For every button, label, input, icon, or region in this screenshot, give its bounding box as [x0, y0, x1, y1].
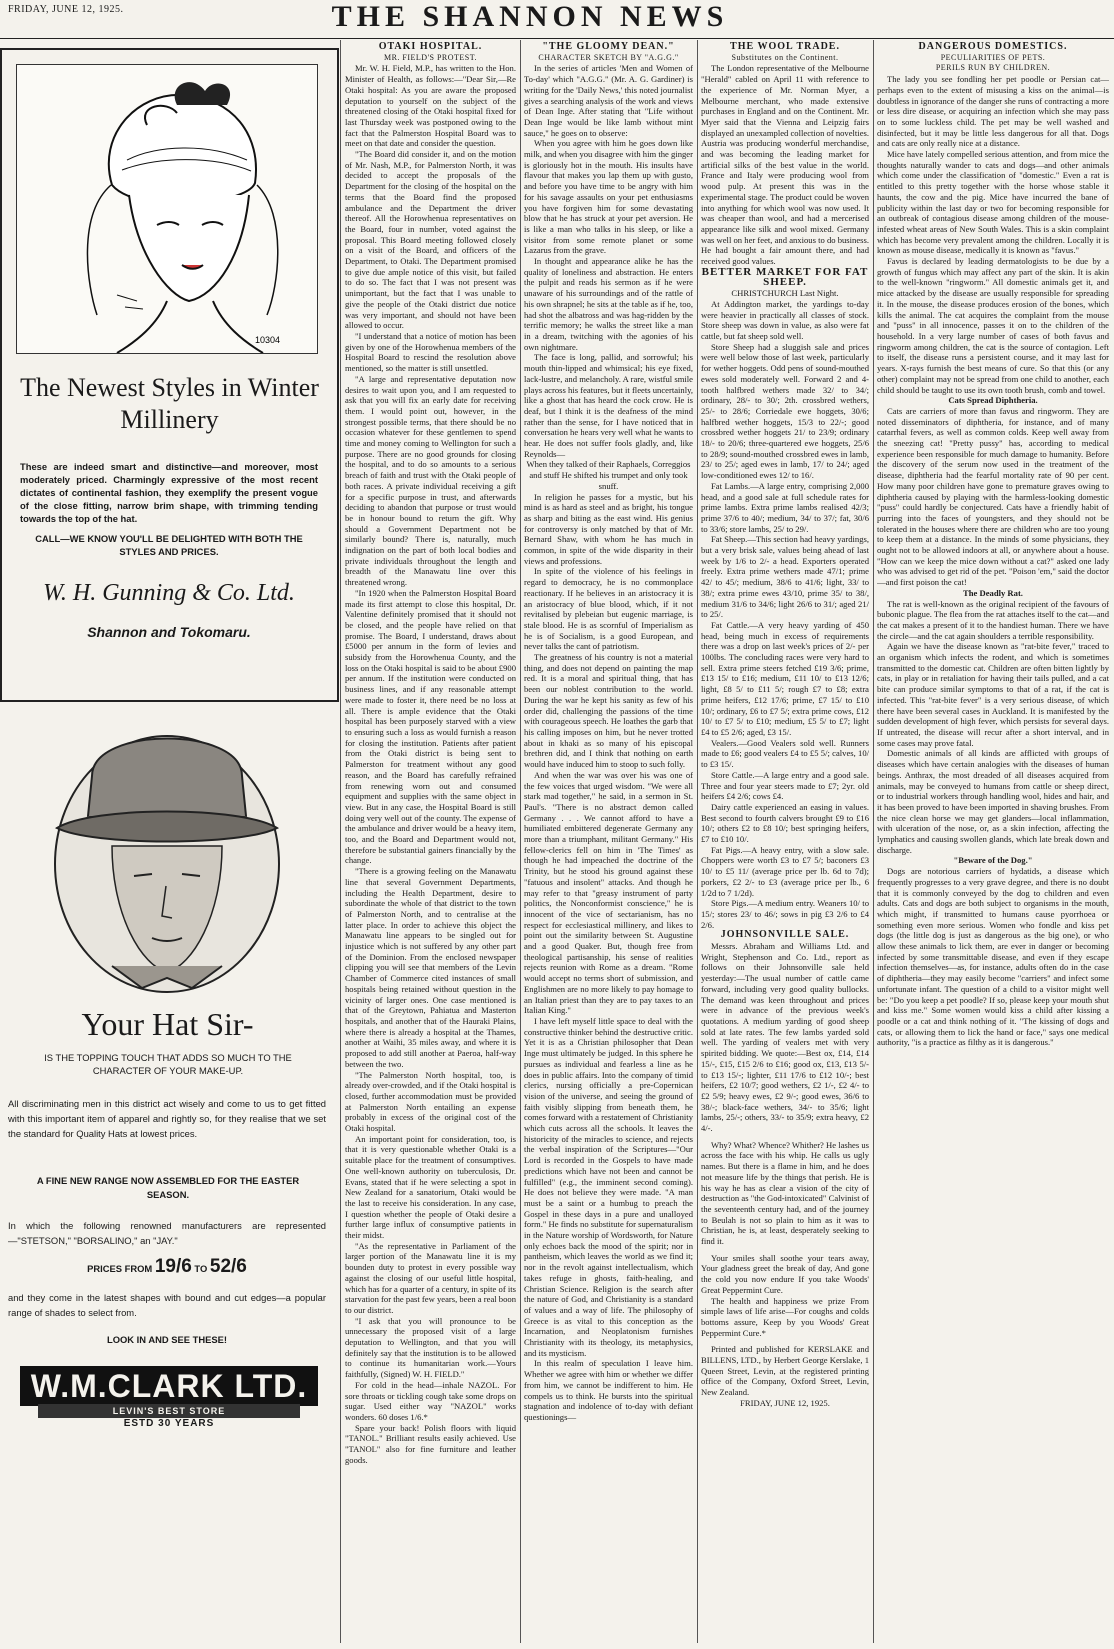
paragraph: At Addington market, the yardings to-day were heavier in practically all classes of stock. Store sheep was down in value, as also were fat cattle, but fat sheep sold well.	[701, 298, 869, 341]
millinery-heading: The Newest Styles in Winter Millinery	[20, 373, 319, 434]
paragraph: "The Board did consider it, and on the motion of Mr. Nash, M.P., for Palmerston North, it was decided to accept the proposals of the Department for the closing of the hospital on the terms that the Board find the proposed ambulance and the Department the driver thereof. All the Horowhenua representatives on the Board, four in number, voted against the proposal. This Board meeting followed closely on a visit of the Board, and officers of the Department, to Otaki. The Department promised to give due ample notice of this visit, but failed to do so. The fact that I was not present was unimportant, but the fact that I was unable to give the people of the Otaki district due notice was very important, and should not have been allowed to occur.	[345, 149, 516, 331]
millinery-illustration	[16, 64, 318, 354]
paragraph: The rat is well-known as the original recipient of the favours of bubonic plague. The flea from the rat attaches itself to the cat—and the cat makes a present of it to the handiest human. There we have the circle—and the cat again shoulders a terrible responsibility.	[877, 598, 1109, 641]
headline: "THE GLOOMY DEAN."	[542, 42, 675, 52]
headline: OTAKI HOSPITAL.	[378, 42, 483, 52]
paragraph: Dairy cattle experienced an easing in values. Best second to fourth calvers brought £9 to £16 10/; others £2 to £8 10/; best springing heifers, £7 to £10 10/.	[701, 801, 869, 845]
prices-label: PRICES FROM	[87, 1263, 153, 1274]
peppermint-cure-advert: Your smiles shall soothe your tears away, Your gladness greet the break of day, And gone the cold you now endure If you take Woods' Great Peppermint Cure.	[701, 1252, 869, 1295]
price-low: 19/6	[154, 1256, 192, 1277]
paragraph: "In 1920 when the Palmerston Hospital Board made its first attempt to close this hospital, Dr. Valentine definitely promised that it should not be closed, and the people have relied on that promise. The Board, I understand, draws about £5000 per annum in the form of levies and subsidy from the Horowhenua County, and the loss on the Otaki hospital is said to be about £900 per annum. If the institution were conducted on business lines, and if any reasonable attempt were made to foster it, there need be no loss at all. There is ample evidence that the Otaki hospital has been purposely starved with a view to ensuring such a loss as would furnish a reason for closing the institution. Patients after patient from the Otaki district is being sent to Palmerston for treatment without any good reason, and the Board has carefully refrained from renewing worn out and consumed equipment and supplies with the same object in view. But in any case, the Hospital Board is still doing very well out of the county. The expense of the ambulance and driver would be a heavy item, too, and the Board and Department would not, therefore be substantial gainers financially by the change.	[345, 587, 516, 866]
paragraph: In thought and appearance alike he has the quality of loneliness and abstraction. He enters the pulpit and reads his sermon as if he were unaware of his surroundings and of the rattle of his own shrapnel; he sits at the table as if he, too, had shot the albatross and was hag-ridden by the terrific memory; he walks the street like a man in a dream, twitching with the agonies of his own nightmare.	[524, 256, 693, 352]
paragraph: Fat Cattle.—A very heavy yarding of 450 head, being much in excess of requirements there was a drop on last week's prices of 2/- per 100lbs. The concluding races were very hard to sell. Extra prime steers fetched £19 3/6; prime, £13 15/ to £16; medium, £11 10/ to £13 12/6; light, £8 5/ to £11 5/; rough £7 to £8; extra prime heifers, £12 17/6; prime, £7 15/ to £10 10/; ordinary, £6 to £7 5/; extra prime cows, £12 10/ to £7 5/ to £10; medium, £5 5/ to £7; light £4 to £5 2/6; aged, £3 15/.	[701, 619, 869, 737]
paragraph: Store Cattle.—A large entry and a good sale. Three and four year steers made to £7; 2yr. old heifers £4 2/6; cows £4.	[701, 769, 869, 802]
paragraph: Messrs. Abraham and Williams Ltd. and Wright, Stephenson and Co. Ltd., report as follows on their Johnsonville sale held yesterday:—The usual number of cattle came forward, including very good quality bullocks. The demand was keen throughout and prices were in advance of the previous week's quotations. A medium yarding of good sheep sold at late rates. The few lambs yarded sold well. The yarding of vealers met with very spirited bidding. We quote:—Best ox, £14, £14 15/-, £15, £15 2/6 to £16; good ox, £13, £13 5/- to £13 15/-; lighter, £11 17/6 to £12 10/-; best heifers, £2 10/7; good wethers, £2 1/-, £2 4/- to £2 5/9; heavy ewes, £2 9/-; good ewes, 36/6 to 38/-; black-face wethers, 34/- to 35/6; light lambs, 25/-; others, 33/- to 35/9; extra heavy, £2 4/-.	[701, 941, 869, 1134]
paragraph: "There is a growing feeling on the Manawatu line that several Government Departments, including the Health Department, desire to subordinate the whole of that district to the town of Palmerston North, and to centralise at the latter place. In order to achieve this object the Manawatu line appears to be singled out for injustice which is not suffered by any other part of the Dominion. From the enclosed newspaper clipping you will see that members of the Levin Chamber of Commerce cited instances of small hospitals being retained without question in the vicinity of larger ones. One case mentioned is that of the Greytown, Pahiatua and Masterton hospitals, and another that of the Hauraki Plains, where there is already a hospital at the Thames, another at Waihi, 35 miles away, and where it is proposed to add still another at Paeroa, half-way between the two.	[345, 866, 516, 1069]
paragraph: Again we have the disease known as "rat-bite fever," traced to an organism which infects the rodent, and which is sometimes transmitted to the domestic cat. Children are often bitten lightly by cats, in play or in retaliation for having their tails pulled, and a cat bite can produce similar symptoms to that of a rat, if the cat is infected. This "rat-bite fever" is a very serious disease, of which there have been several cases in Auckland. It is manifested by the sudden development of high fever, which persists for several days. If untreated, the disease will recur after a short interval, and in some cases may prove fatal.	[877, 641, 1109, 748]
logo-name: W.M.CLARK LTD.	[20, 1366, 318, 1406]
paragraph: Favus is declared by leading dermatologists to be due by a growth of fungus which may affect any part of the skin. It is akin to the well-known "ringworm." All domestic animals get it, and mice attacked by the disease are usually responsible for spreading it. In the mouse, the disease produces erosion of the bones, which kills the animal. The cat acquires the complaint from the mouse and "puss" in all innocence, passes it on to the children of the household. In a very large number of cases of both favus and ringworm among children, the cat is the source of contagion. Left to itself, the disease runs a persistent course, and it may last for years. X-rays furnish the best means of cure. So that this (or any other) complaint may not be spread from one child to another, each child should be taught to use its own tooth brush, comb and towel.	[877, 256, 1109, 395]
paragraph: And when the war was over his was one of the few voices that urged wisdom. "We were all stark mad together," he said, in a sermon in St. Paul's. "There is no abstract demon called Germany . . . We cannot afford to have a humiliated embittered degenerate Germany any more than a triumphant, militant Germany." His fellow-clerics fell on him in 'The Times' as though he had impeached the doctrine of the Trinity, but he stood his ground against these "fatuous and insolent" attacks. And though he may refer to that "greasy instrument of party politics, the Nonconformist conscience," he is innocent of the vice of sectarianism, has no respect for ecclesiastical millinery, and likes to point out the similarity between St. Augustine and a good Quaker. But, though free from theological partisanship, his sense of realities rejects reunion with Rome as a dream. "Rome would accept no terms short of submission, and Englishmen are no more likely to pay homage to an Italian priest than they are to pay taxes to an Italian King."	[524, 769, 693, 1016]
hats-tagline: IS THE TOPPING TOUCH THAT ADDS SO MUCH TO THE CHARACTER OF YOUR MAKE-UP.	[44, 1052, 292, 1076]
man-in-hat-illustration	[52, 716, 282, 996]
hats-heading: Your Hat Sir-	[81, 1006, 254, 1042]
verse-quote: When they talked of their Raphaels, Correggios and stuff He shifted his trumpet and only took snuff.	[526, 459, 691, 491]
masthead	[0, 0, 1114, 40]
newspaper-title: THE SHANNON NEWS	[331, 0, 729, 33]
paragraph: Fat Pigs.—A heavy entry, with a slow sale. Choppers were worth £3 to £7 5/; baconers £3 10/ to £5 11/ (average price per lb. 6d to 7d); porkers, £2 2/- to £3 (average price per lb., 6 1/2d to 7 1/2d).	[701, 844, 869, 898]
paragraph: In the series of articles 'Men and Women of To-day' which "A.G.G." (Mr. A. G. Gardiner) is writing for the 'Daily News,' this noted journalist gives a searching analysis of the work and views of Dean Inge. After stating that "Life without Dean Inge would be like lamb without mint sauce," he goes on to observe:	[524, 63, 693, 138]
nazol-advert: For cold in the head—inhale NAZOL. For sore throats or tickling cough take some drops on sugar. Used either way "NAZOL" works wonders. 60 doses 1/6.*	[345, 1379, 516, 1422]
paragraph: I have left myself little space to deal with the constructive thinker behind the destructive critic. Yet it is as a Christian philosopher that Dean Inge must ultimately be judged. In this sphere he pursues as individual and fearless a line as he does in public affairs. Into the company of timid clerics, nursing officially a pre-Copernican vision of the universe, and seeing the ground of faith visibly slipping from beneath them, he comes forward with a restatement of Christianity which cuts across all the schools. It leaves the historicity of the miracles to science, and rejects the verbal inspiration of the Scriptures—"Our Lord is recorded in the Gospels to have made predictions which have not been and cannot be fulfilled" (e.g., the imminent second coming). He does not believe they were made. "A man must be a saint or a humbug to preach the Gospel in these days in a pure and unalloyed form." He finds no substitute for supernaturalism in the Nature worship of Wordsworth, for Nature only echoes back the mood of the spirit; nor in pantheism, which leaves the world as we find it; nor in the revolt against intellectualism, which takes refuge in ghosts, faith-healing, and Christian Science. Religion is the search after the nature of God, and Christianity is a standard of values and a way of life. The philosophy of Greece is as vital to this conception as the Incarnation, and Neoplatonism furnishes Christianity with its theology, its metaphysics, and its mysticism.	[524, 1015, 693, 1358]
column-wool-trade	[701, 42, 869, 1642]
paragraph: An important point for consideration, too, is that it is very questionable whether Otaki is a suitable place for the treatment of consumptives. One well-known authority on tuberculosis, Dr. Evans, stated that if he were selecting a spot in New Zealand for a sanatorium, Otaki would be the last to receive his consideration. In any case, I question whether the people of Otaki desire a further large influx of consumptive patients in their midst.	[345, 1133, 516, 1241]
column-rule	[873, 40, 874, 1643]
price-to: TO	[194, 1263, 208, 1274]
hats-advertisement	[0, 706, 335, 1644]
paragraph: Cats are carriers of more than favus and ringworm. They are noted disseminators of diphtheria, for instance, and of many catarrhal fevers, as well as common colds. Keep well away from the sneezing cat! "Pretty pussy" has, according to medical experience been responsible for much damage to humanity. Before the discovery of the serum now used in the treatment of the disease, diphtheria had the fearful mortality rate of 90 per cent. How many poor children have gone to premature graves owing to diphtheria caused by playing with the harmless-looking domestic "puss" could hardly be conjectured. Cats have a friendly habit of purring into the faces of youngsters, and they should not be tolerated in the houses where there are children who are too young to keep them at a distance. In the minds of some physicians, they ought not to be allowed indoors at all, or anywhere about a house. "How can we keep the mice down without a cat?" asked one lady who was advised to get rid of the pet. "Poison 'em," said the doctor—and first poison the cat!	[877, 405, 1109, 588]
subheadline: PECULIARITIES OF PETS.	[940, 52, 1046, 62]
tanol-advert: Spare your back! Polish floors with liquid "TANOL." Brilliant results easily achieved. Use "TANOL" also for fine furniture and leather goods.	[345, 1422, 516, 1465]
paragraph: In spite of the violence of his feelings in regard to democracy, he is no commonplace reactionary. If he believes in an aristocracy it is an aristocracy of blue blood, which, if it not revitalised by plebeian but eugenic marriage, is stale blood. He is as scornful of Imperialism as he is of Socialism, is a good European, and never talks the cant of patriotism.	[524, 566, 693, 652]
article-dangerous-domestics	[877, 42, 1109, 1642]
logo-band: LEVIN'S BEST STORE	[38, 1404, 300, 1418]
gunning-firm-name: W. H. Gunning & Co. Ltd.	[43, 580, 295, 606]
clark-store-logo	[20, 1366, 318, 1436]
paragraph: Fat Sheep.—This section had heavy yardings, but a very brisk sale, values being ahead of last week by 1/6 to 2/- a head. Exporters operated freely. Extra prime wethers made 47/1; prime 42/ to 45/; medium, 38/6 to 41/6; light, 33/ to 38/; extra prime ewes 43/10, prime 35/ to 38/, medium 31/6 to 34/6; light 26/6 to 31/; aged 21/ to 25/.	[701, 534, 869, 620]
imprint-date: FRIDAY, JUNE 12, 1925.	[740, 1397, 830, 1408]
hats-intro: All discriminating men in this district act wisely and come to us to get fitted with this important item of apparel and rightly so, for they realise that we set the standard for Quality Hats at lowest prices.	[8, 1098, 326, 1139]
imprint: Printed and published for KERSLAKE and BILLENS, LTD., by Herbert George Kerslake, 1 Queen Street, Levin, at the registered printing office of the Company, Oxford Street, Levin, New Zealand.	[701, 1344, 869, 1398]
paragraph: The greatness of his country is not a material thing, and does not depend on painting the map red. It is a moral and spiritual thing, that has been our noblest contribution to the world. During the war he kept his sanity as few of his order did, challenging the passions of the time with courageous speech. He loathes the garb that his calling imposes on him, but he never trotted about in khaki as so many of his episcopal brethren did, and I think that nothing on earth would have induced him to stoop to such folly.	[524, 652, 693, 770]
paragraph: "A large and representative deputation now desires to wait upon you, and I am requested to ask that you will fix an early date for receiving them. I would point out, however, in the strongest possible terms, that there should be no occasion whatever for these gentlemen to spend time and money coming to Wellington for such a purpose. There are no good grounds for closing the hospital, and to do so amounts to a serious breach of faith and trust with the Otaki people of both races. A private individual receiving a gift for a specific purpose in trust, and afterwards deciding to abandon that purpose or trust would be in honour bound to return the gift. Why should a Government Department not be similarly bound? There is, naturally, much indignation on the part of both local bodies and private individuals throughout the length and breadth of the Manawatu line over this threatened wrong.	[345, 373, 516, 588]
subheadline: PERILS RUN BY CHILDREN.	[935, 63, 1051, 73]
paragraph: The lady you see fondling her pet poodle or Persian cat—perhaps even to the extent of misusing a kiss on the animal—is doubtless in ignorance of the danger she runs of contracting a more or less dire disease, or acquiring an infection which she may pass on to some luckless child. The pet may be well washed and disinfected, but it may be little less dangerous for all that. Dogs and cats are only really nice at a distance.	[877, 74, 1109, 149]
column-rule	[697, 40, 698, 1643]
paragraph: Fat Lambs.—A large entry, comprising 2,000 head, and a good sale at full schedule rates for prime lambs. Extra prime lambs realised 42/3; prime 37/6 to 40/; medium, 34/ to 37/; fat, 30/6 to 33/6; store lambs, 25/ to 29/.	[701, 480, 869, 534]
logo-est: ESTD 30 YEARS	[123, 1418, 215, 1429]
section-heading: The Deadly Rat.	[963, 587, 1023, 598]
paragraph: Dogs are notorious carriers of hydatids, a disease which frequently progresses to a very grave degree, and there is no doubt that it is commonly conveyed by the dog to children and even adults. Cats and dogs are both subject to organisms in the mouth, which might, if transmitted to humans cause pyorrhoea or something even more serious. Women who fondle and kiss pet dogs (the little dog is just as dangerous as the big one), or who allow these animals to lick them, are ever in danger or becoming infected by some transmittable disease, and even if they escape infection themselves—as, for instance, adults often do in the case of diphtheria—they may easily become "carriers" and infect some unfortunate infant. The question of a child to a visitor might well be: "Do you keep a pet poodle? If so, please keep your mouth shut and kiss me." Some women would kiss a child after kissing a poodle or a cat and think nothing of it. "The kissing of dogs and cats, or allowing them to lick the hand or face," says one medical authority, "is a practice as filthy as it is dangerous."	[877, 866, 1109, 1048]
paragraph: "I ask that you will pronounce to be unnecessary the proposed visit of a large deputation to Wellington, and that you will definitely say that the institution is to be allowed to continue its humanitarian work.—Yours faithfully, (Signed) W. H. FIELD."	[345, 1315, 516, 1380]
hats-makers: In which the following renowned manufacturers are represented—"STETSON," "BORSALINO," an "JAY."	[8, 1220, 326, 1246]
section-heading: Cats Spread Diphtheria.	[948, 395, 1038, 406]
hats-prices	[8, 1256, 326, 1278]
millinery-call: CALL—WE KNOW YOU'LL BE DELIGHTED WITH BOTH THE STYLES AND PRICES.	[35, 533, 303, 557]
column-rule	[340, 40, 341, 1643]
paragraph: Store Sheep had a sluggish sale and prices were well below those of last week, particularly for wether hoggets. Odd pens of sound-mouthed ewes sold moderately well. Forward 2 and 4-tooth halfbred wethers made 32/ to 34/; ordinary, 28/- to 30/; 2th. crossbred wethers, 25/- to 28/6; Corriedale ewe hoggets, 30/6; halfbred wether hoggets, 15/3 to 22/-; good crossbred wether hoggets 21/ to 23/9; ordinary 18/- to 20/6; three-quartered ewe hoggets, 25/6 to 28/9; sound-mouthed crossbred ewes in lamb, 23/ to 25/; aged ewes in lamb, 17/ to 24/; aged low-conditioned ewes 12/ to 16/.	[701, 341, 869, 481]
headline: THE WOOL TRADE.	[730, 42, 840, 52]
subheadline: Substitutes on the Continent.	[731, 52, 839, 62]
dateline: CHRISTCHURCH Last Night.	[731, 288, 839, 299]
hats-look-in: LOOK IN AND SEE THESE!	[107, 1334, 227, 1345]
peppermint-cure-advert: The health and happiness we prize From simple laws of life arise—For coughs and colds bottoms assure, Keep by you Woods' Great Peppermint Cure.*	[701, 1295, 869, 1338]
article-gloomy-dean	[524, 42, 693, 1642]
headline: DANGEROUS DOMESTICS.	[918, 42, 1068, 52]
subheadline: MR. FIELD'S PROTEST.	[383, 52, 478, 62]
headline-fat-sheep: BETTER MARKET FOR FAT SHEEP.	[701, 265, 869, 289]
masthead-rule	[0, 38, 1114, 39]
paragraph: In this realm of speculation I leave him. Whether we agree with him or whether we differ from him, we cannot be indifferent to him. He compels us to think. He bursts into the spiritual stagnation and indolence of to-day with defiant questionings—	[524, 1358, 693, 1422]
paragraph: Mice have lately compelled serious attention, and from mice the thoughts naturally wander to cats and dogs—and other animals which come under the classification of "domestic." Even a rat is entitled to this pretty together with the horse whose stable it haunts, the cow and the pig. Mice have incurred the bane of publicity within the last day or two for becoming responsible for an outbreak of contagious disease among children of the mouse-infested wheat areas of New South Wales. This is a skin complaint which has become very prevalent among the children. Locally it is known as mouse disease, medically it is known as "favus."	[877, 149, 1109, 256]
paragraph: "The Palmerston North hospital, too, is already over-crowded, and if the Otaki hospital is closed, further accommodation must be provided at Palmerston North entailing an expense probably in excess of the original cost of the Otaki hospital.	[345, 1069, 516, 1134]
column-rule	[520, 40, 521, 1643]
section-heading: "Beware of the Dog."	[953, 855, 1033, 866]
paragraph: When you agree with him he goes down like milk, and when you disagree with him the ginger is gloriously hot in the mouth. His insults have flavour that makes you lap them up with gusto, and before you have time to be angry with him for his savage assaults on your pet enthusiasms you have forgiven him for some devastating blow that he has struck at your pet aversion. He is like a man who talks in his sleep, or like a visitor from some remote planet or some Lazarus from the grave.	[524, 138, 693, 256]
price-high: 52/6	[209, 1256, 247, 1277]
paragraph: "As the representative in Parliament of the larger portion of the Manawatu line it is my bounden duty to protest in every possible way against the closing of our useful little hospital, which has for a quarter of a century, in spite of its starvation for the past few years, been a real boon to our district.	[345, 1240, 516, 1315]
paragraph: Why? What? Whence? Whither? He lashes us across the face with his whip. He calls us ugly names. But there is a flame in him, and he does not measure life by the things that perish. He is his way he has as clear a vision of the city of destruction as "the God-intoxicated" Calvinist of the seventeenth century had, and of the journey to Beulah is not so plain to him as it was to Christian, he is, at least, desperately seeking to find it.	[701, 1139, 869, 1247]
article-otaki-hospital	[345, 42, 516, 1642]
paragraph: Store Pigs.—A medium entry. Weaners 10/ to 15/; stores 23/ to 46/; sows in pig £3 2/6 to £4 2/6.	[701, 898, 869, 930]
cut-number: 10304	[255, 335, 281, 345]
paragraph: Domestic animals of all kinds are afflicted with groups of diseases which have certain analogies with the diseases of human beings. Anthrax, the most dreaded of all diseases acquired from animals, may be conveyed to humans from cattle or sheep direct, or to industrial workers through handling wool, hides and hair, and it has been proved to have been imported in shaving brushes. From the nice clean horse we may get glanders—local inflammation, with ulceration of the nose, or, as a skin infection, affecting the lymphatics and causing swollen glands, which late break down and discharge.	[877, 748, 1109, 855]
paragraph: "I understand that a notice of motion has been given by one of the Horowhenua members of the Hospital Board to rescind the resolution above mentioned, so the matter is still unsettled.	[345, 330, 516, 374]
gunning-towns: Shannon and Tokomaru.	[87, 624, 251, 640]
paragraph: In religion he passes for a mystic, but his mind is as hard as steel and as bright, his tongue as sharp and biting as the east wind. His genius for controversy is only matched by that of Mr. Bernard Shaw, with whom he has much in common, in spite of the wide disparity in their views and professions.	[524, 491, 693, 566]
paragraph: The face is long, pallid, and sorrowful; his mouth thin-lipped and whimsical; his eye fixed, lack-lustre, and melancholy. A rare, wistful smile plays across his features, but it fleets uncertainly, like a ghost that has heard the cock crow. He is deaf, but I think it is the deafness of the mind rather than the sense, for I have noticed that in conversation he hears very well what he wants to hear. He does not suffer fools gladly, and, like Reynolds—	[524, 352, 693, 459]
hats-new-range: A FINE NEW RANGE NOW ASSEMBLED FOR THE EASTER SEASON.	[36, 1175, 300, 1200]
paragraph: Vealers.—Good Vealers sold well. Runners made to £6; good vealers £4 to £5 5/; calves, 10/ to £3 15/.	[701, 737, 869, 770]
millinery-advertisement	[0, 48, 339, 702]
millinery-body: These are indeed smart and distinctive—and moreover, most moderately priced. Charmingly expressive of the most recent dictates of continental fashion, they exemplify the present vogue of the close fitting, narrow brim shape, with trimming tending towards the top of the hat.	[20, 461, 318, 524]
subheadline: CHARACTER SKETCH BY "A.G.G."	[538, 52, 679, 62]
paragraph: Mr. W. H. Field, M.P., has written to the Hon. Minister of Health, as follows:—"Dear Sir,—Re Otaki hospital: As you are aware the proposed deputation to yourself on the subject of the threatened closing of the Otaki hospital fixed for last Thursday week was postponed owing to the fact that the Palmerston Hospital Board was to meet on that date and consider the question.	[345, 63, 516, 149]
hats-shapes: and they come in the latest shapes with bound and cut edges—a popular range of shades to select from.	[8, 1292, 326, 1318]
issue-date: FRIDAY, JUNE 12, 1925.	[8, 4, 124, 15]
headline-johnsonville: JOHNSONVILLE SALE.	[720, 929, 850, 941]
paragraph: The London representative of the Melbourne "Herald" cabled on April 11 with reference to the experience of Mr. Norman Myer, a Melbourne merchant, who made extensive purchases in England and on the Continent. Mr. Myer said that the Vienna and Leipzig fairs displayed an unexampled collection of novelties. Austria was producing wonderful merchandise, and was becoming the leading market for artificial silks of the best value in the world. France and Italy were producing wool from wood pulp. At present this was in the experimental stage. The product could be woven into anything for which wool was now used. It was cheaper than wool, and had a mercerised appearance like silk and wool mixed. Germany was well on her feet, and anxious to do business. He had bought a fair amount there, and had received good values.	[701, 63, 869, 267]
